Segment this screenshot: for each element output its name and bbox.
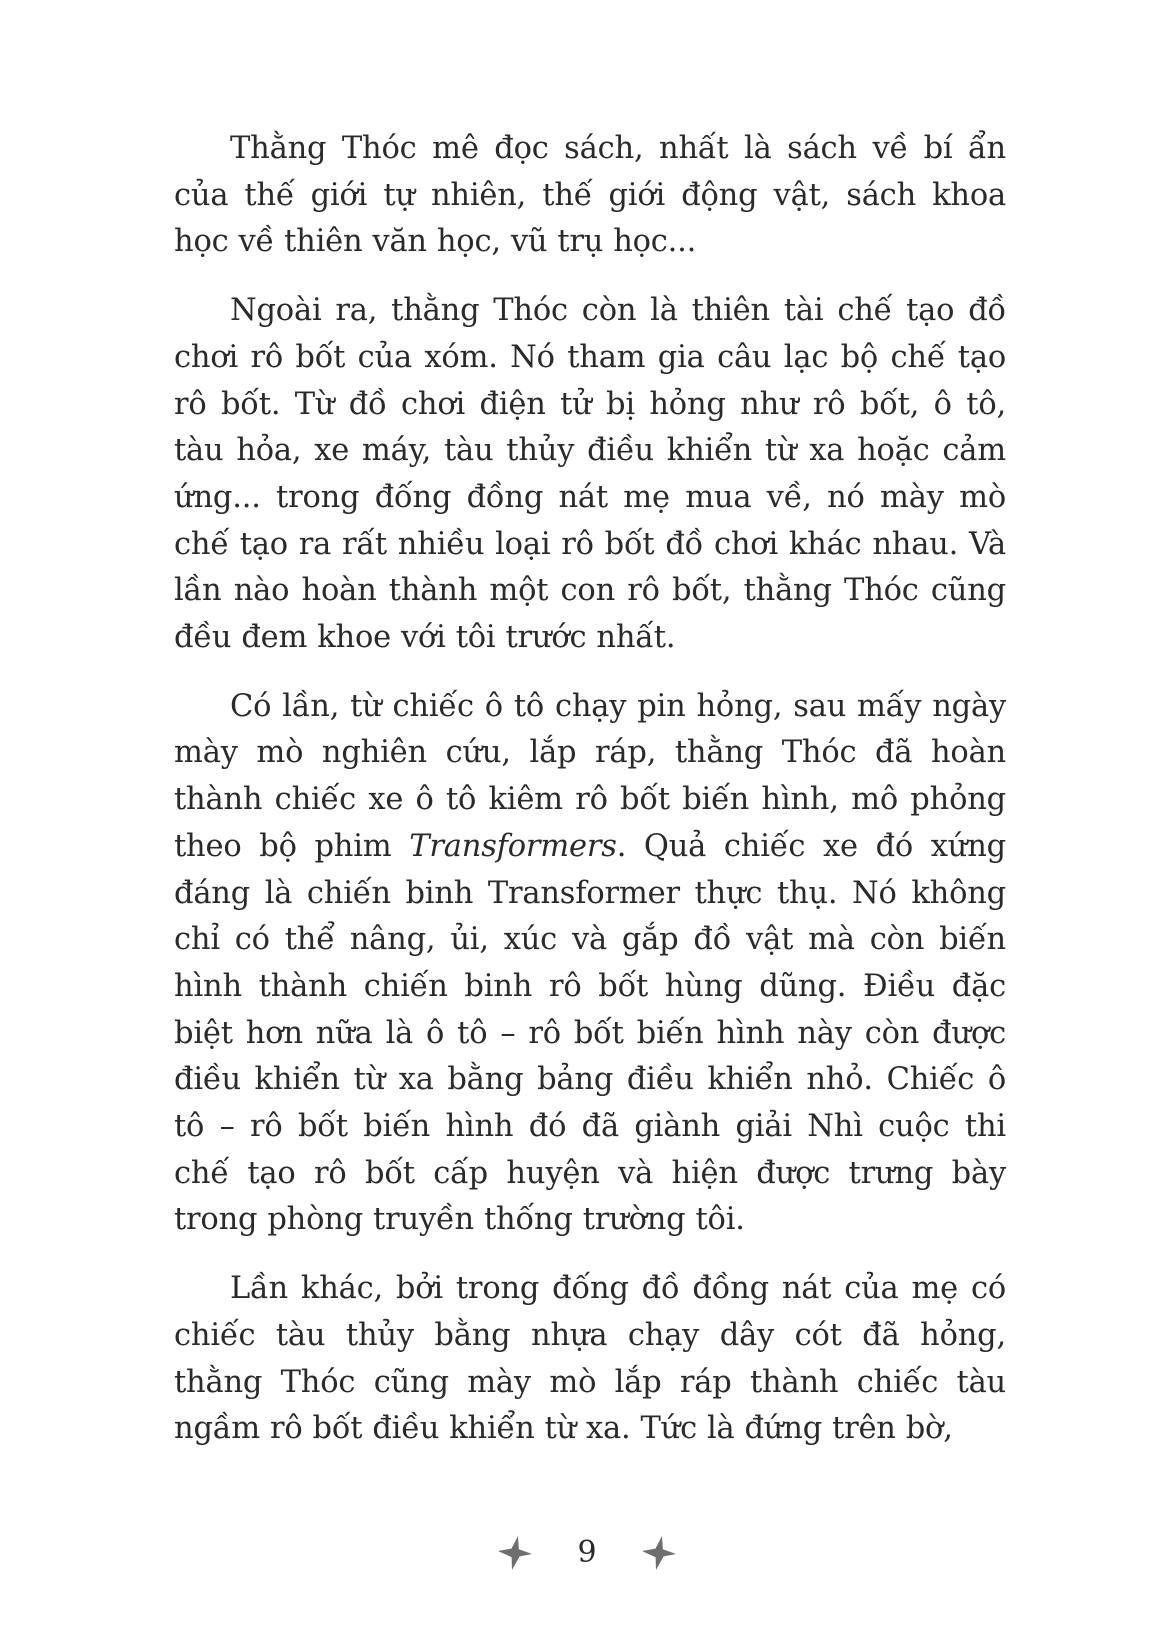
paragraph-2: Ngoài ra, thằng Thóc còn là thiên tài chế tạo đồ chơi rô bốt của xóm. Nó tham gia câu lạc bộ chế tạo rô bốt. Từ đồ chơi điện tử bị hỏng như rô bốt, ô tô, tàu hỏa, xe máy, tàu thủy điều khiển từ xa hoặc cảm ứng... trong đống đồng nát mẹ mua về, nó mày mò chế tạo ra rất nhiều loại rô bốt đồ chơi khác nhau. Và lần nào hoàn thành một con rô bốt, thằng Thóc cũng đều đem khoe với tôi trước nhất. xyxy=(174,293,1006,656)
paragraph-4: Lần khác, bởi trong đống đồ đồng nát của mẹ có chiếc tàu thủy bằng nhựa chạy dây cót đã hỏng, thằng Thóc cũng mày mò lắp ráp thành chiếc tàu ngầm rô bốt điều khiển từ xa. Tức là đứng trên bờ, xyxy=(174,1271,1006,1447)
paragraph-1: Thằng Thóc mê đọc sách, nhất là sách về bí ẩn của thế giới tự nhiên, thế giới động vật, sách khoa học về thiên văn học, vũ trụ học... xyxy=(174,131,1006,260)
left-star-icon xyxy=(495,1532,535,1572)
page-footer xyxy=(0,1527,1174,1577)
page-number: 9 xyxy=(577,1534,597,1570)
film-title-italic: Transformers xyxy=(409,828,617,864)
paragraph-3-text-start: Có lần, từ chiếc ô tô chạy pin hỏng, sau mấy ngày mày mò nghiên cứu, lắp ráp, thằng Thóc đã hoàn thành chiếc xe ô tô kiêm rô bốt biến hình, mô phỏng theo bộ phim xyxy=(174,688,1006,864)
paragraph-3 xyxy=(174,684,1006,1244)
paragraph-3-text-end: . Quả chiếc xe đó xứng đáng là chiến binh Transformer thực thụ. Nó không chỉ có thể nâng, ủi, xúc và gắp đồ vật mà còn biến hình thành chiến binh rô bốt hùng dũng. Điều đặc biệt hơn nữa là ô tô – rô bốt biến hình này còn được điều khiển từ xa bằng bảng điều khiển nhỏ. Chiếc ô tô – rô bốt biến hình đó đã giành giải Nhì cuộc thi chế tạo rô bốt cấp huyện và hiện được trưng bày trong phòng truyền thống trường tôi. xyxy=(174,828,1007,1238)
right-star-icon xyxy=(639,1532,679,1572)
page-body xyxy=(174,126,1006,1475)
